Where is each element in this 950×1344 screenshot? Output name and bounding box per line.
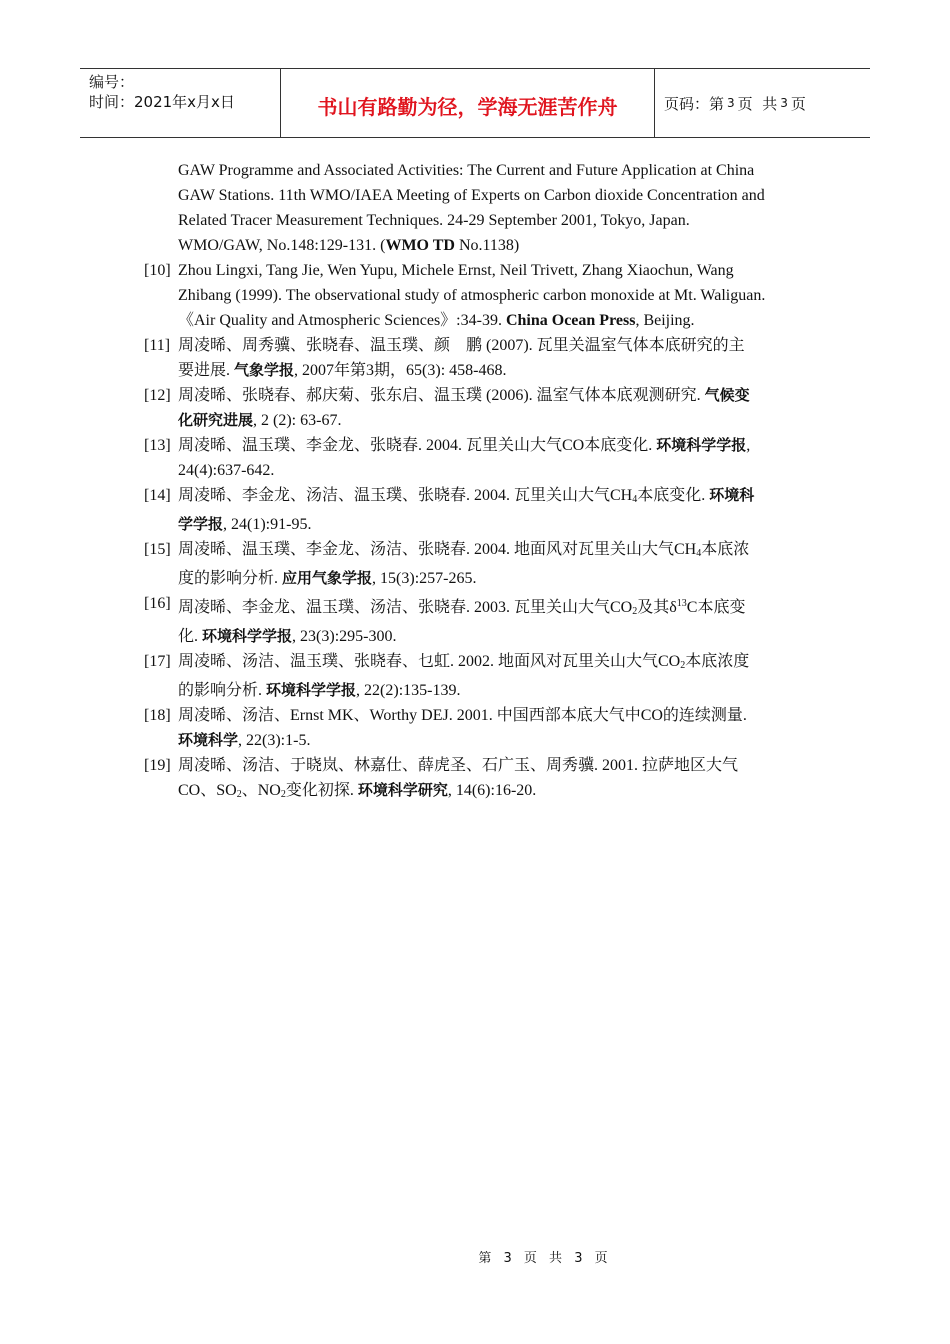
reference-line: 要进展. 气象学报, 2007年第3期，65(3): 458-468. bbox=[178, 361, 507, 379]
reference-line: 化研究进展, 2 (2): 63-67. bbox=[178, 411, 342, 429]
reference-item bbox=[144, 649, 814, 703]
reference-line: 学学报, 24(1):91-95. bbox=[178, 515, 312, 533]
reference-line: GAW Programme and Associated Activities: The Current and Future Application at China bbox=[178, 162, 755, 179]
reference-line: CO、$SO_2$、$NO_2$变化初探. 环境科学研究, 14(6):16-20. bbox=[178, 781, 537, 800]
reference-line: 度的影响分析. 应用气象学报, 15(3):257-265. bbox=[178, 569, 477, 587]
time-label: 时间：2021年x月x日 bbox=[89, 93, 235, 111]
reference-line: Zhibang (1999). The observational study of atmospheric carbon monoxide at Mt. Waliguan. bbox=[178, 287, 766, 304]
reference-line: 周凌晞、温玉璞、李金龙、汤洁、张晓春. 2004. 地面风对瓦里关山大气$CH_4$本底浓 bbox=[178, 541, 750, 559]
reference-line: 周凌晞、温玉璞、李金龙、张晓春. 2004. 瓦里关山大气CO本底变化. 环境科学学报, bbox=[178, 436, 751, 454]
reference-number: [16] bbox=[144, 595, 171, 612]
reference-text bbox=[178, 703, 814, 753]
reference-line: 化. 环境科学学报, 23(3):295-300. bbox=[178, 627, 397, 645]
reference-text bbox=[178, 483, 814, 537]
reference-line: 的影响分析. 环境科学学报, 22(2):135-139. bbox=[178, 681, 461, 699]
reference-line: 周凌晞、汤洁、于晓岚、林嘉仕、薛虎圣、石广玉、周秀骥. 2001. 拉萨地区大气 bbox=[178, 757, 739, 774]
reference-item bbox=[144, 333, 814, 383]
page-suffix: 页 bbox=[790, 94, 806, 113]
reference-item bbox=[144, 753, 814, 807]
header-page-info bbox=[655, 69, 870, 137]
reference-item bbox=[144, 703, 814, 753]
reference-number: [17] bbox=[144, 653, 171, 670]
reference-number: [10] bbox=[144, 262, 171, 279]
reference-line: GAW Stations. 11th WMO/IAEA Meeting of Experts on Carbon dioxide Concentration and bbox=[178, 187, 765, 204]
reference-line: 周凌晞、张晓春、郝庆菊、张东启、温玉璞 (2006). 温室气体本底观测研究. 气候变 bbox=[178, 386, 750, 404]
reference-line: Zhou Lingxi, Tang Jie, Wen Yupu, Michele Ernst, Neil Trivett, Zhang Xiaochun, Wang bbox=[178, 262, 734, 279]
reference-line: 周凌晞、汤洁、Ernst MK、Worthy DEJ. 2001. 中国西部本底大气中CO的连续测量. bbox=[178, 707, 747, 724]
header-table bbox=[80, 68, 870, 138]
reference-line: 周凌晞、汤洁、温玉璞、张晓春、乜虹. 2002. 地面风对瓦里关山大气$CO_2$本底浓度 bbox=[178, 653, 750, 671]
reference-text bbox=[178, 258, 814, 333]
reference-text bbox=[178, 649, 814, 703]
reference-text bbox=[178, 383, 814, 433]
reference-item bbox=[144, 537, 814, 591]
reference-line: 《Air Quality and Atmospheric Sciences》:34-39. China Ocean Press, Beijing. bbox=[178, 312, 695, 329]
page-mid: 页 共 bbox=[737, 94, 778, 113]
reference-number: [15] bbox=[144, 541, 171, 558]
reference-text bbox=[178, 333, 814, 383]
reference-line: 周凌晞、周秀骥、张晓春、温玉璞、颜 鹏 (2007). 瓦里关温室气体本底研究的主 bbox=[178, 337, 745, 354]
reference-text bbox=[178, 591, 814, 649]
reference-item bbox=[144, 383, 814, 433]
reference-line: 周凌晞、李金龙、温玉璞、汤洁、张晓春. 2003. 瓦里关山大气$CO_2$及其$\delta^{13}C$本底变 bbox=[178, 598, 746, 617]
reference-list bbox=[144, 158, 814, 807]
reference-number: [13] bbox=[144, 437, 171, 454]
serial-label: 编号： bbox=[89, 73, 135, 91]
reference-line: WMO/GAW, No.148:129-131. (WMO TD No.1138) bbox=[178, 237, 520, 254]
header-meta bbox=[80, 69, 281, 137]
reference-item bbox=[144, 591, 814, 649]
reference-item bbox=[144, 433, 814, 483]
reference-number: [12] bbox=[144, 387, 171, 404]
page-prefix: 页码：第 bbox=[664, 94, 725, 113]
reference-text bbox=[178, 753, 814, 807]
reference-number: [18] bbox=[144, 707, 171, 724]
page-footer: 第 3 页 共 3 页 bbox=[478, 1251, 612, 1266]
reference-text bbox=[178, 433, 814, 483]
reference-item bbox=[144, 158, 814, 258]
reference-number: [11] bbox=[144, 337, 171, 354]
reference-number: [19] bbox=[144, 757, 171, 774]
reference-item bbox=[144, 258, 814, 333]
reference-text bbox=[178, 537, 814, 591]
reference-line: 24(4):637-642. bbox=[178, 462, 275, 479]
page-number: 3 bbox=[727, 96, 735, 110]
reference-text bbox=[144, 158, 814, 258]
reference-line: Related Tracer Measurement Techniques. 24-29 September 2001, Tokyo, Japan. bbox=[178, 212, 690, 229]
reference-line: 环境科学, 22(3):1-5. bbox=[178, 731, 311, 749]
header-motto: 书山有路勤为径，学海无涯苦作舟 bbox=[281, 69, 655, 137]
reference-number: [14] bbox=[144, 487, 171, 504]
reference-line: 周凌晞、李金龙、汤洁、温玉璞、张晓春. 2004. 瓦里关山大气$CH_4$本底变化. 环境科 bbox=[178, 486, 755, 505]
reference-item bbox=[144, 483, 814, 537]
page-total: 3 bbox=[780, 96, 788, 110]
